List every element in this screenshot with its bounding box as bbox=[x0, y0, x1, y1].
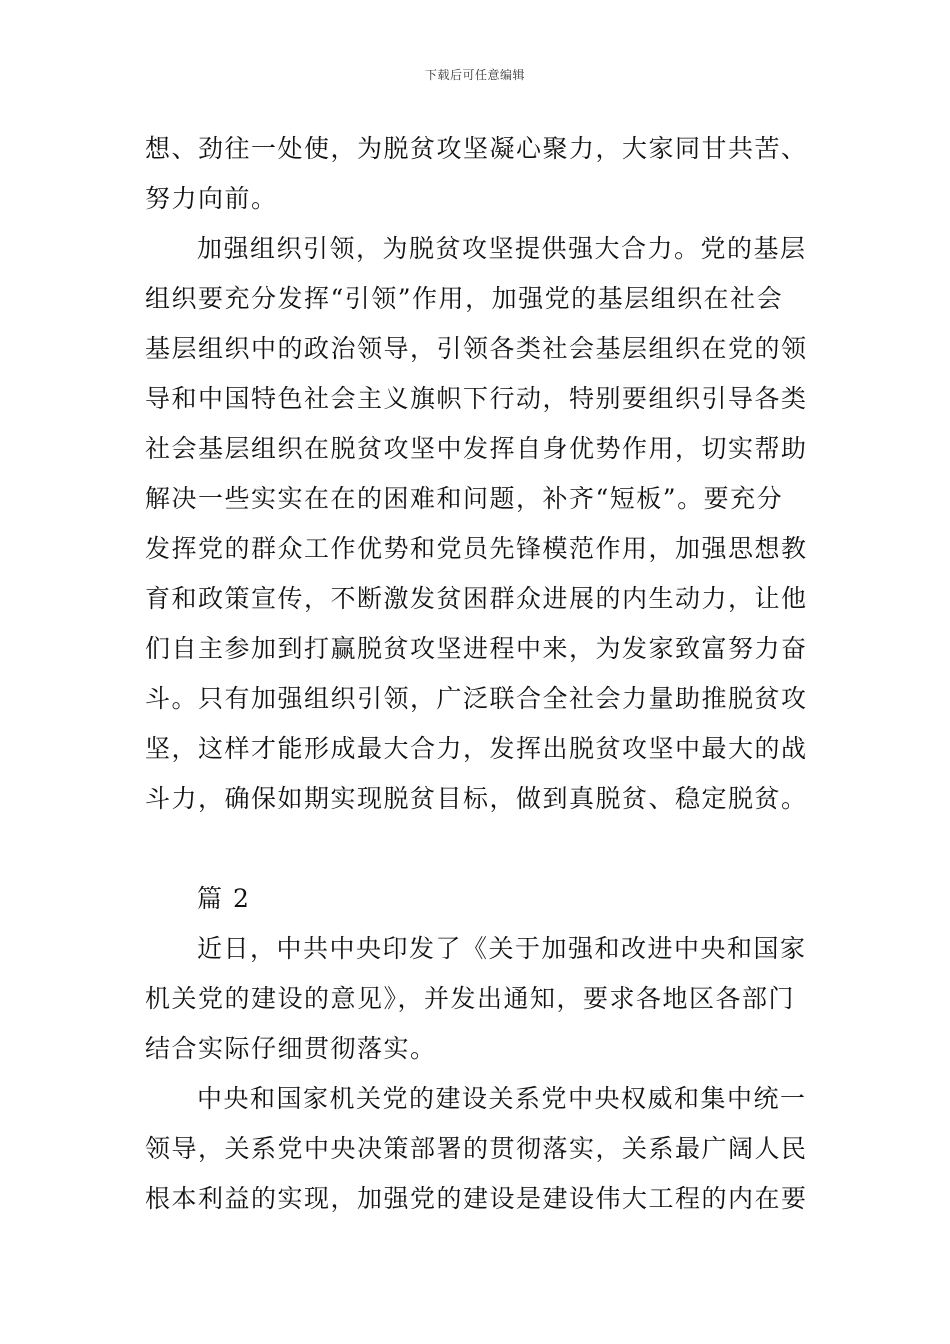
text-line: 解决一些实实在在的困难和问题，补齐“短板”。要充分 bbox=[145, 484, 784, 513]
text-line: 想、劲往一处使，为脱贫攻坚凝心聚力，大家同甘共苦、 bbox=[145, 134, 808, 163]
text-line: 领导，关系党中央决策部署的贯彻落实，关系最广阔人民 bbox=[145, 1134, 808, 1163]
paragraph bbox=[145, 124, 807, 224]
text-line: 结合实际仔细贯彻落实。 bbox=[145, 1034, 437, 1063]
text-line: 努力向前。 bbox=[145, 184, 278, 213]
paragraph bbox=[145, 924, 807, 1074]
text-line: 坚，这样才能形成最大合力，发挥出脱贫攻坚中最大的战 bbox=[145, 734, 808, 763]
text-line: 社会基层组织在脱贫攻坚中发挥自身优势作用，切实帮助 bbox=[145, 434, 808, 463]
text-line: 根本利益的实现，加强党的建设是建设伟大工程的内在要 bbox=[145, 1184, 808, 1213]
section-heading bbox=[145, 874, 807, 924]
document-body bbox=[145, 124, 807, 1224]
page-header: 下载后可任意编辑 bbox=[424, 68, 525, 82]
text-line: 们自主参加到打赢脱贫攻坚进程中来，为发家致富努力奋 bbox=[145, 634, 808, 663]
text-line: 斗。只有加强组织引领，广泛联合全社会力量助推脱贫攻 bbox=[145, 684, 808, 713]
text-line: 近日，中共中央印发了《关于加强和改进中央和国家 bbox=[197, 934, 807, 963]
text-line: 斗力，确保如期实现脱贫目标，做到真脱贫、稳定脱贫。 bbox=[145, 784, 808, 813]
text-line: 育和政策宣传，不断激发贫困群众进展的内生动力，让他 bbox=[145, 584, 808, 613]
paragraph bbox=[145, 1074, 807, 1224]
paragraph-gap bbox=[145, 824, 807, 874]
text-line: 组织要充分发挥“引领”作用，加强党的基层组织在社会 bbox=[145, 284, 784, 313]
text-line: 导和中国特色社会主义旗帜下行动，特别要组织引导各类 bbox=[145, 384, 808, 413]
text-line: 发挥党的群众工作优势和党员先锋模范作用，加强思想教 bbox=[145, 534, 808, 563]
paragraph bbox=[145, 224, 807, 824]
text-line: 基层组织中的政治领导，引领各类社会基层组织在党的领 bbox=[145, 334, 808, 363]
heading-text: 篇 2 bbox=[197, 884, 251, 913]
text-line: 加强组织引领，为脱贫攻坚提供强大合力。党的基层 bbox=[197, 234, 807, 263]
text-line: 机关党的建设的意见》，并发出通知，要求各地区各部门 bbox=[145, 984, 796, 1013]
text-line: 中央和国家机关党的建设关系党中央权威和集中统一 bbox=[197, 1084, 807, 1113]
